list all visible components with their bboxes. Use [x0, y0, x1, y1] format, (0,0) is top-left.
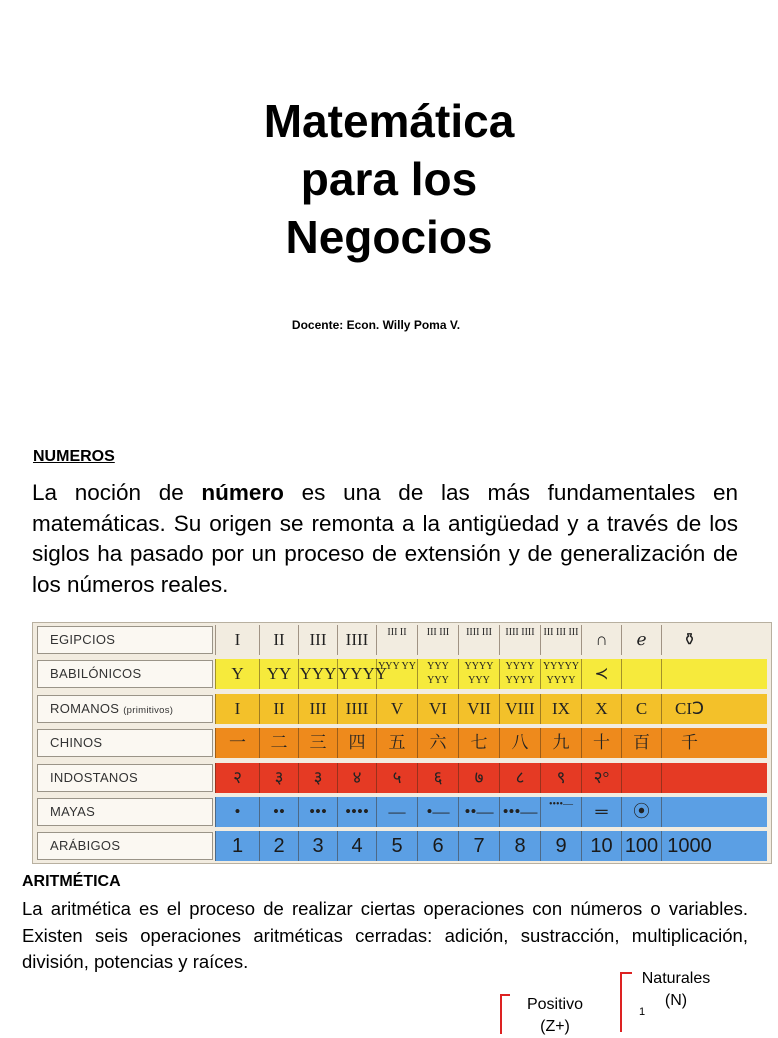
number-systems-table [32, 622, 772, 864]
numeral-cell: VII [458, 694, 499, 724]
numeral-cell: YY [259, 659, 298, 689]
one-label: 1 [639, 1006, 646, 1018]
numeral-cell: IIII IIII [499, 625, 540, 655]
row-label-text: ARÁBIGOS [50, 838, 121, 854]
row-label [37, 729, 213, 757]
numeral-cell: ३ [259, 763, 298, 793]
numeral-cell: ८ [499, 763, 540, 793]
numeral-cell: YYYY [337, 659, 376, 689]
numeral-cell: 五 [376, 728, 417, 758]
row-label [37, 798, 213, 826]
numeral-cell: ••••— [540, 797, 581, 827]
numeral-cell: 百 [621, 728, 661, 758]
numeral-cell: 5 [376, 831, 417, 861]
numeral-cell: II [259, 694, 298, 724]
table-row [33, 692, 773, 726]
numeral-cell: •— [417, 797, 458, 827]
numeral-cell: ℯ [621, 625, 661, 655]
aritmetica-paragraph: La aritmética es el proceso de realizar ciertas operaciones con números o variables. Existen seis operaciones aritméticas cerradas: adición, sustracción, multiplicación, división, potencias y raíces. [22, 898, 748, 972]
row-cells [215, 659, 767, 689]
row-label [37, 626, 213, 654]
numeral-cell: ••— [458, 797, 499, 827]
numeral-cell: 100 [621, 831, 661, 861]
row-cells [215, 625, 767, 655]
numeral-cell: •• [259, 797, 298, 827]
numeral-cell [661, 797, 717, 827]
numeral-cell: 千 [661, 728, 717, 758]
numeral-cell: IX [540, 694, 581, 724]
numeral-cell: III [298, 625, 337, 655]
numeral-cell: •••• [337, 797, 376, 827]
numeral-cell: 七 [458, 728, 499, 758]
numeral-cell: 十 [581, 728, 621, 758]
numeral-cell: • [215, 797, 259, 827]
numeral-cell: ∩ [581, 625, 621, 655]
numeral-cell: — [376, 797, 417, 827]
numeral-cell: 2 [259, 831, 298, 861]
diagram-brace-2 [500, 994, 510, 1034]
row-label-text: ROMANOS [50, 700, 120, 716]
numeral-cell: YYYYY YYYY [540, 659, 581, 689]
numeral-cell: V [376, 694, 417, 724]
naturales-label: Naturales (N) [641, 970, 711, 1009]
numeral-cell [661, 659, 717, 689]
table-row [33, 829, 773, 863]
numeral-cell: 1 [215, 831, 259, 861]
table-row [33, 657, 773, 691]
numeral-cell: ⚱ [661, 625, 717, 655]
row-cells [215, 694, 767, 724]
numeral-cell: I [215, 694, 259, 724]
numeral-cell: 8 [499, 831, 540, 861]
row-label-text: INDOSTANOS [50, 769, 138, 785]
row-cells [215, 728, 767, 758]
row-label-text: CHINOS [50, 735, 103, 751]
numeral-cell: 三 [298, 728, 337, 758]
aritmetica-heading: ARITMÉTICA [22, 873, 121, 890]
numeral-cell: 九 [540, 728, 581, 758]
numeral-cell: ७ [458, 763, 499, 793]
numeral-cell: YYYY YYY [458, 659, 499, 689]
numeral-cell: 1000 [661, 831, 717, 861]
table-row [33, 761, 773, 795]
numeral-cell: VIII [499, 694, 540, 724]
row-label [37, 764, 213, 792]
numeral-cell: ३ [298, 763, 337, 793]
row-label-text: EGIPCIOS [50, 632, 116, 647]
numeral-cell: I [215, 625, 259, 655]
numeral-cell: CIↃ [661, 694, 717, 724]
title-line-3: Negocios [285, 211, 493, 263]
numeral-cell: VI [417, 694, 458, 724]
numeral-cell: ९ [540, 763, 581, 793]
title-line-1: Matemática [263, 95, 515, 147]
diagram-brace [620, 972, 632, 1032]
numeral-cell: ६ [417, 763, 458, 793]
numeral-cell: IIII III [458, 625, 499, 655]
numeral-cell: YYYY YYYY [499, 659, 540, 689]
table-row [33, 726, 773, 760]
row-label-note: (primitivos) [123, 704, 174, 716]
numeros-text-end: es una de las más fundamentales en matemáticas. Su origen se remonta a la antigüedad y a través de los siglos ha pasado por un proceso de extensión y de generalización de los números reales. [32, 480, 738, 597]
title-line-2: para los [300, 153, 478, 205]
numeral-cell: ═ [581, 797, 621, 827]
numeral-cell: 9 [540, 831, 581, 861]
numeral-cell [621, 763, 661, 793]
numeral-cell: Y [215, 659, 259, 689]
numeral-cell: YYY [298, 659, 337, 689]
row-cells [215, 797, 767, 827]
numeral-cell: ⦿ [621, 797, 661, 827]
numeral-cell: 6 [417, 831, 458, 861]
numeral-cell: X [581, 694, 621, 724]
row-label [37, 660, 213, 688]
numeral-cell: •••— [499, 797, 540, 827]
numeral-cell: 四 [337, 728, 376, 758]
numeral-cell: IIII [337, 625, 376, 655]
numeral-cell: 7 [458, 831, 499, 861]
row-label-text: BABILÓNICOS [50, 666, 142, 682]
numeral-cell: 3 [298, 831, 337, 861]
row-label-text: MAYAS [50, 804, 96, 819]
numeral-cell: २° [581, 763, 621, 793]
table-row [33, 795, 773, 829]
numeral-cell: 10 [581, 831, 621, 861]
numeral-cell: ••• [298, 797, 337, 827]
numeral-cell [661, 763, 717, 793]
numeral-cell: 二 [259, 728, 298, 758]
positivo-label: Positivo (Z+) [526, 996, 584, 1035]
numeral-cell: III II [376, 625, 417, 655]
numeros-heading: NUMEROS [33, 448, 115, 465]
numeral-cell: III III III [540, 625, 581, 655]
page-title [0, 92, 778, 266]
numeral-cell: 八 [499, 728, 540, 758]
numeral-cell: IIII [337, 694, 376, 724]
numeral-cell: ५ [376, 763, 417, 793]
table-row [33, 623, 773, 657]
numeral-cell: 4 [337, 831, 376, 861]
row-label [37, 695, 213, 723]
numeral-cell: २ [215, 763, 259, 793]
numeral-cell: C [621, 694, 661, 724]
numeral-cell: 一 [215, 728, 259, 758]
docente-label: Docente: Econ. Willy Poma V. [291, 318, 461, 332]
numeral-cell: III [298, 694, 337, 724]
numeral-cell: YYY YY [376, 659, 417, 689]
numeros-text-bold: número [201, 480, 284, 505]
numeral-cell [621, 659, 661, 689]
numeral-cell: YYY YYY [417, 659, 458, 689]
numeros-text-start: La noción de [32, 480, 202, 505]
row-cells [215, 831, 767, 861]
numeral-cell: ≺ [581, 659, 621, 689]
numeral-cell: ४ [337, 763, 376, 793]
numeral-cell: III III [417, 625, 458, 655]
numeral-cell: 六 [417, 728, 458, 758]
numeral-cell: II [259, 625, 298, 655]
row-cells [215, 763, 767, 793]
row-label [37, 832, 213, 860]
numeros-paragraph [32, 478, 738, 600]
